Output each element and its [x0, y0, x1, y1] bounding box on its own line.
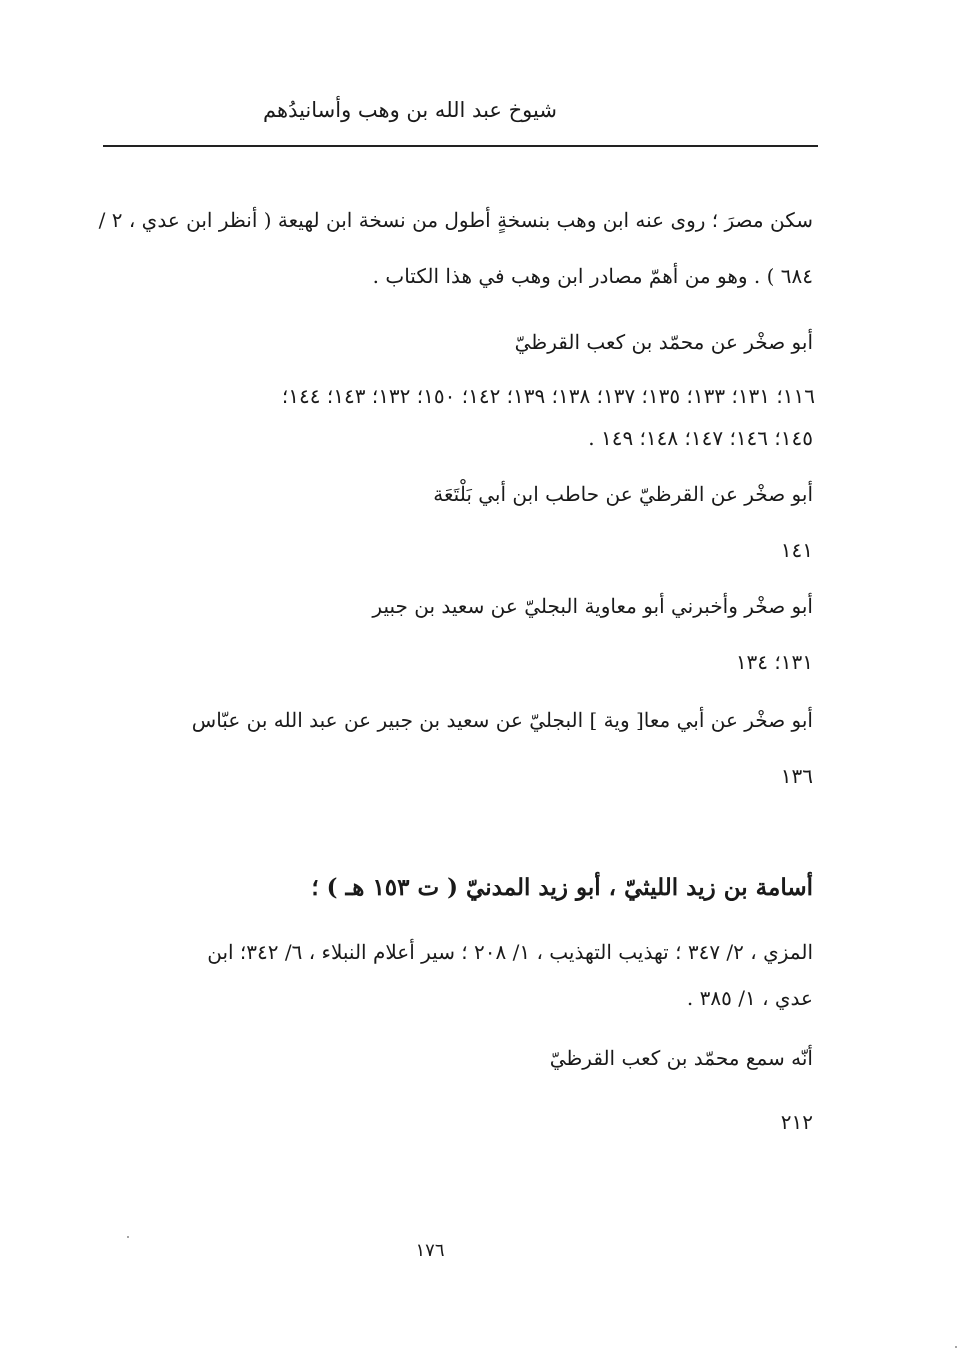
body-line-8: أبو صخْر وأخبرني أبو معاوية البجليّ عن سعيد بن جبير: [372, 594, 813, 618]
body-line-5: ١٤٥؛ ١٤٦؛ ١٤٧؛ ١٤٨؛ ١٤٩ .: [588, 426, 813, 450]
scan-speck: [127, 1236, 129, 1238]
section-heading: أسامة بن زيد الليثيّ ، أبو زيد المدنيّ ( ت ١٥٣ هـ ) ؛: [311, 874, 813, 901]
page-number: ١٧٦: [415, 1240, 445, 1261]
body-line-1: سكن مصرَ ؛ روى عنه ابن وهب بنسخةٍ أطول من نسخة ابن لهيعة ( أنظر ابن عدي ، ٢ /: [98, 208, 813, 232]
section-line-1: المزي ، ٢/ ٣٤٧ ؛ تهذيب التهذيب ، ١/ ٢٠٨ ؛ سير أعلام النبلاء ، ٦/ ٣٤٢؛ ابن: [207, 940, 813, 964]
section-line-2: عدي ، ١/ ٣٨٥ .: [686, 986, 813, 1010]
scan-speck: [955, 1346, 957, 1348]
running-header: شيوخ عبد الله بن وهب وأسانيدُهم: [263, 98, 557, 122]
body-line-4: ١١٦؛ ١٣١؛ ١٣٣؛ ١٣٥؛ ١٣٧؛ ١٣٨؛ ١٣٩؛ ١٤٢؛ ١٥٠؛ ١٣٢؛ ١٤٣؛ ١٤٤؛: [281, 384, 815, 408]
section-line-3: أنّه سمع محمّد بن كعب القرظيّ: [549, 1046, 813, 1070]
section-line-4: ٢١٢: [780, 1110, 813, 1134]
body-line-3: أبو صخْر عن محمّد بن كعب القرظيّ: [514, 330, 813, 354]
body-line-9: ١٣١؛ ١٣٤: [735, 650, 813, 674]
body-line-7: ١٤١: [780, 538, 813, 562]
body-line-6: أبو صخْر عن القرظيّ عن حاطب ابن أبي بَلْتَعَة: [433, 482, 813, 506]
body-line-11: ١٣٦: [780, 764, 813, 788]
body-line-2: ٦٨٤ ) . وهو من أهمّ مصادر ابن وهب في هذا الكتاب .: [372, 264, 813, 288]
header-rule: [103, 145, 818, 147]
body-line-10: أبو صخْر عن أبي معا[ وية ] البجليّ عن سعيد بن جبير عن عبد الله بن عبّاس: [191, 708, 813, 732]
